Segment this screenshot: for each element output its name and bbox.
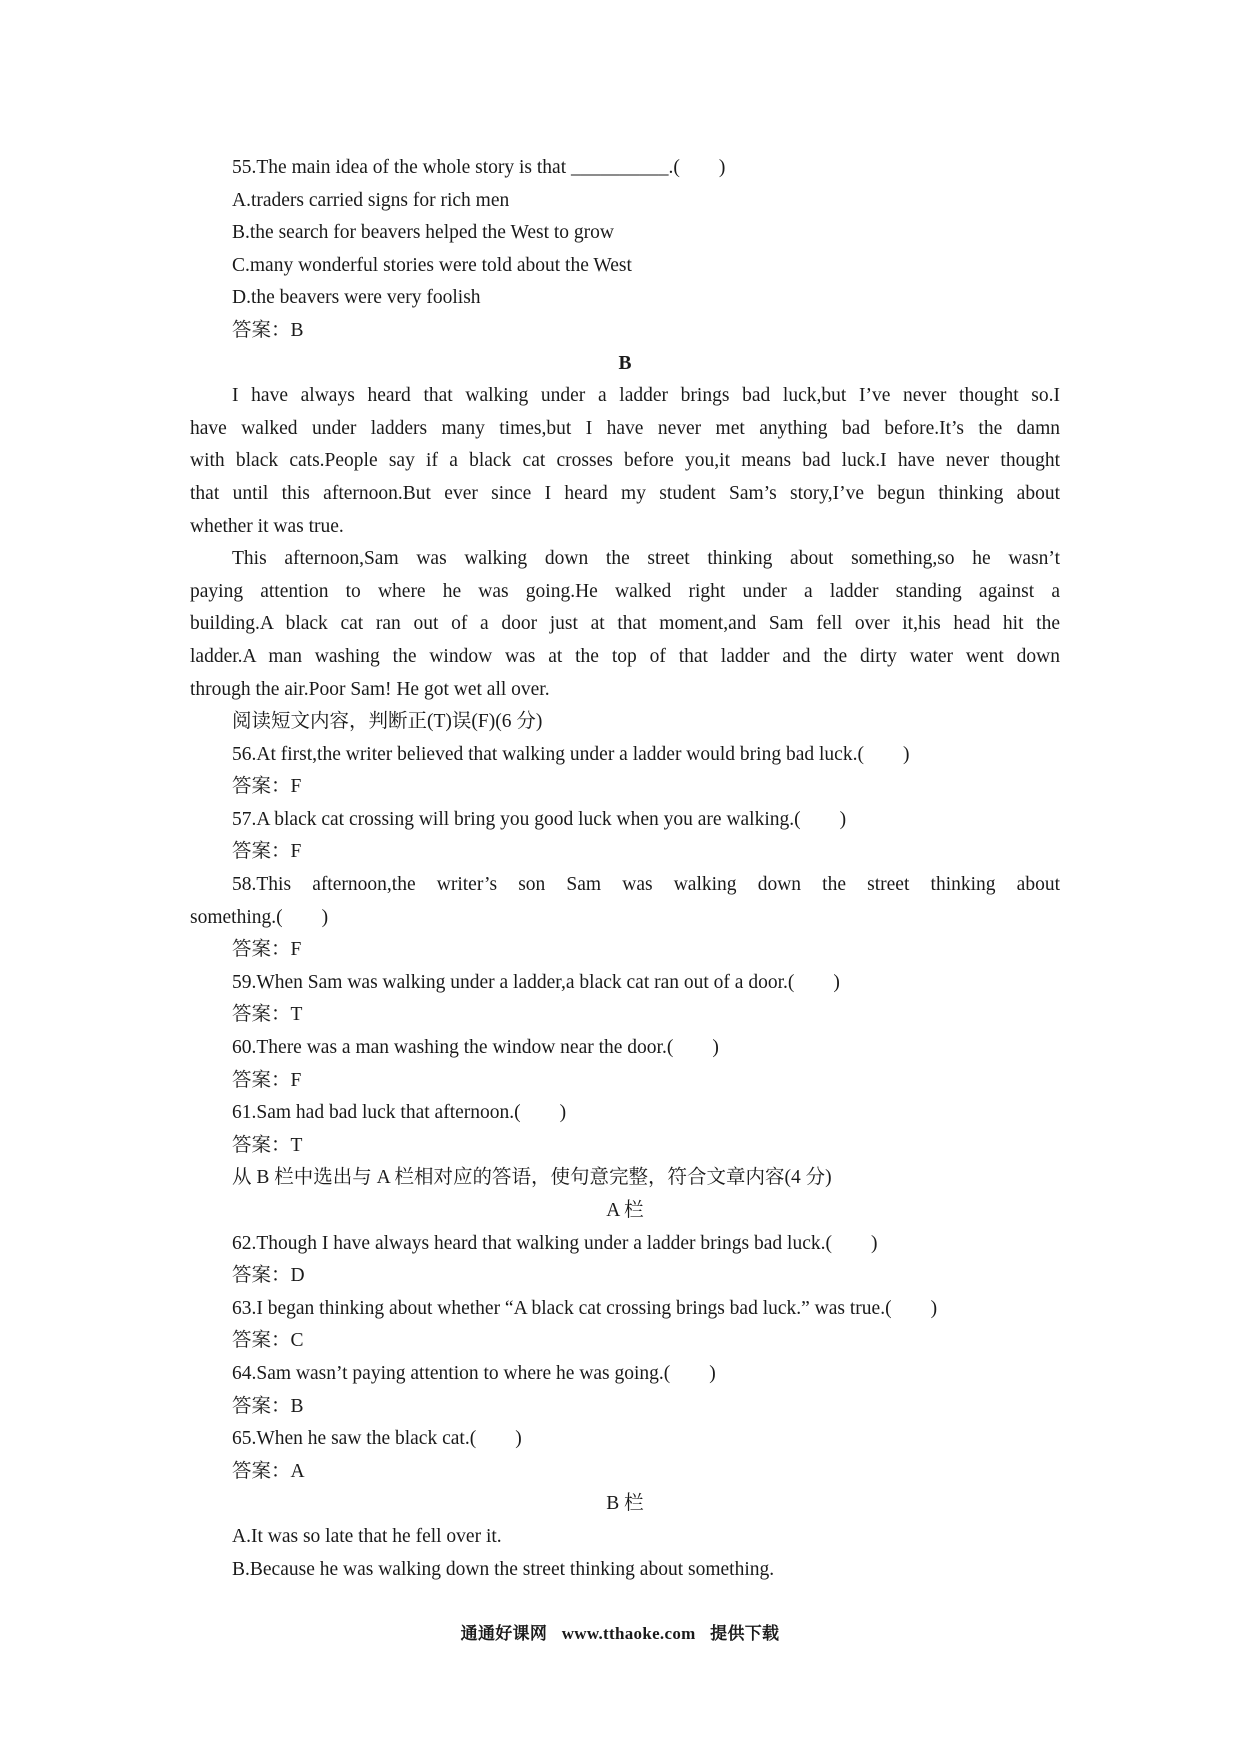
passage-p1-line-3: with black cats.People say if a black cat crosses before you,it means bad luck.I have never thought xyxy=(190,450,1060,472)
passage-p1-line-1: I have always heard that walking under a ladder brings bad luck,but I’ve never thought so.I xyxy=(232,385,1060,407)
column-b-title: B 栏 xyxy=(606,1493,644,1515)
question-58-line-2: something.( ) xyxy=(190,906,329,928)
question-63-answer: 答案：C xyxy=(232,1330,304,1352)
passage-p1-line-4: that until this afternoon.But ever since I heard my student Sam’s story,I’ve begun thinking about xyxy=(190,482,1060,504)
column-b-option-a: A.It was so late that he fell over it. xyxy=(232,1525,502,1547)
footer-suffix: 提供下载 xyxy=(710,1624,780,1643)
column-a-title: A 栏 xyxy=(606,1200,644,1221)
footer-site-name: 通通好课网 xyxy=(460,1624,548,1643)
question-59: 59.When Sam was walking under a ladder,a black cat ran out of a door.( ) xyxy=(232,971,840,993)
question-61: 61.Sam had bad luck that afternoon.( ) xyxy=(232,1102,567,1124)
column-b-option-b: B.Because he was walking down the street thinking about something. xyxy=(232,1558,775,1580)
question-57: 57.A black cat crossing will bring you good luck when you are walking.( ) xyxy=(232,808,847,830)
question-55-option-a: A.traders carried signs for rich men xyxy=(232,189,510,211)
document-body xyxy=(190,152,1060,1586)
question-62: 62.Though I have always heard that walking under a ladder brings bad luck.( ) xyxy=(232,1232,878,1254)
passage-p2-line-2: paying attention to where he was going.He walked right under a ladder standing against a xyxy=(190,580,1060,602)
question-59-answer: 答案：T xyxy=(232,1004,303,1026)
question-57-answer: 答案：F xyxy=(232,841,302,863)
passage-p2-line-4: ladder.A man washing the window was at the top of that ladder and the dirty water went down xyxy=(190,645,1060,667)
passage-p1-line-2: have walked under ladders many times,but I have never met anything bad before.It’s the damn xyxy=(190,417,1060,439)
question-56-answer: 答案：F xyxy=(232,776,302,798)
question-63: 63.I began thinking about whether “A black cat crossing brings bad luck.” was true.( ) xyxy=(232,1297,938,1319)
section-b-title: B xyxy=(618,352,632,374)
question-55-stem: 55.The main idea of the whole story is that __________.( ) xyxy=(232,157,726,178)
question-56: 56.At first,the writer believed that walking under a ladder would bring bad luck.( ) xyxy=(232,743,910,765)
question-58-answer: 答案：F xyxy=(232,939,302,961)
question-60-answer: 答案：F xyxy=(232,1069,302,1091)
question-60: 60.There was a man washing the window near the door.( ) xyxy=(232,1037,719,1059)
question-55-option-d: D.the beavers were very foolish xyxy=(232,287,481,309)
tf-instruction: 阅读短文内容，判断正(T)误(F)(6 分) xyxy=(232,711,543,733)
question-64-answer: 答案：B xyxy=(232,1395,304,1417)
question-55-option-c: C.many wonderful stories were told about the West xyxy=(232,254,632,276)
passage-p2-line-5: through the air.Poor Sam! He got wet all over. xyxy=(190,678,550,700)
match-instruction: 从 B 栏中选出与 A 栏相对应的答语，使句意完整，符合文章内容(4 分) xyxy=(232,1167,832,1189)
passage-p2-line-1: This afternoon,Sam was walking down the street thinking about something,so he wasn’t xyxy=(232,548,1060,570)
question-65: 65.When he saw the black cat.( ) xyxy=(232,1428,522,1450)
question-65-answer: 答案：A xyxy=(232,1460,305,1482)
question-62-answer: 答案：D xyxy=(232,1265,305,1287)
page-footer xyxy=(0,1619,1240,1644)
footer-url: www.tthaoke.com xyxy=(561,1624,696,1643)
question-55-option-b: B.the search for beavers helped the West to grow xyxy=(232,222,614,244)
question-64: 64.Sam wasn’t paying attention to where he was going.( ) xyxy=(232,1362,716,1384)
passage-p1-line-5: whether it was true. xyxy=(190,515,344,537)
passage-p2-line-3: building.A black cat ran out of a door just at that moment,and Sam fell over it,his head hit the xyxy=(190,613,1060,635)
question-58-line-1: 58.This afternoon,the writer’s son Sam was walking down the street thinking about xyxy=(232,874,1060,896)
question-61-answer: 答案：T xyxy=(232,1134,303,1156)
question-55-answer: 答案：B xyxy=(232,319,304,341)
